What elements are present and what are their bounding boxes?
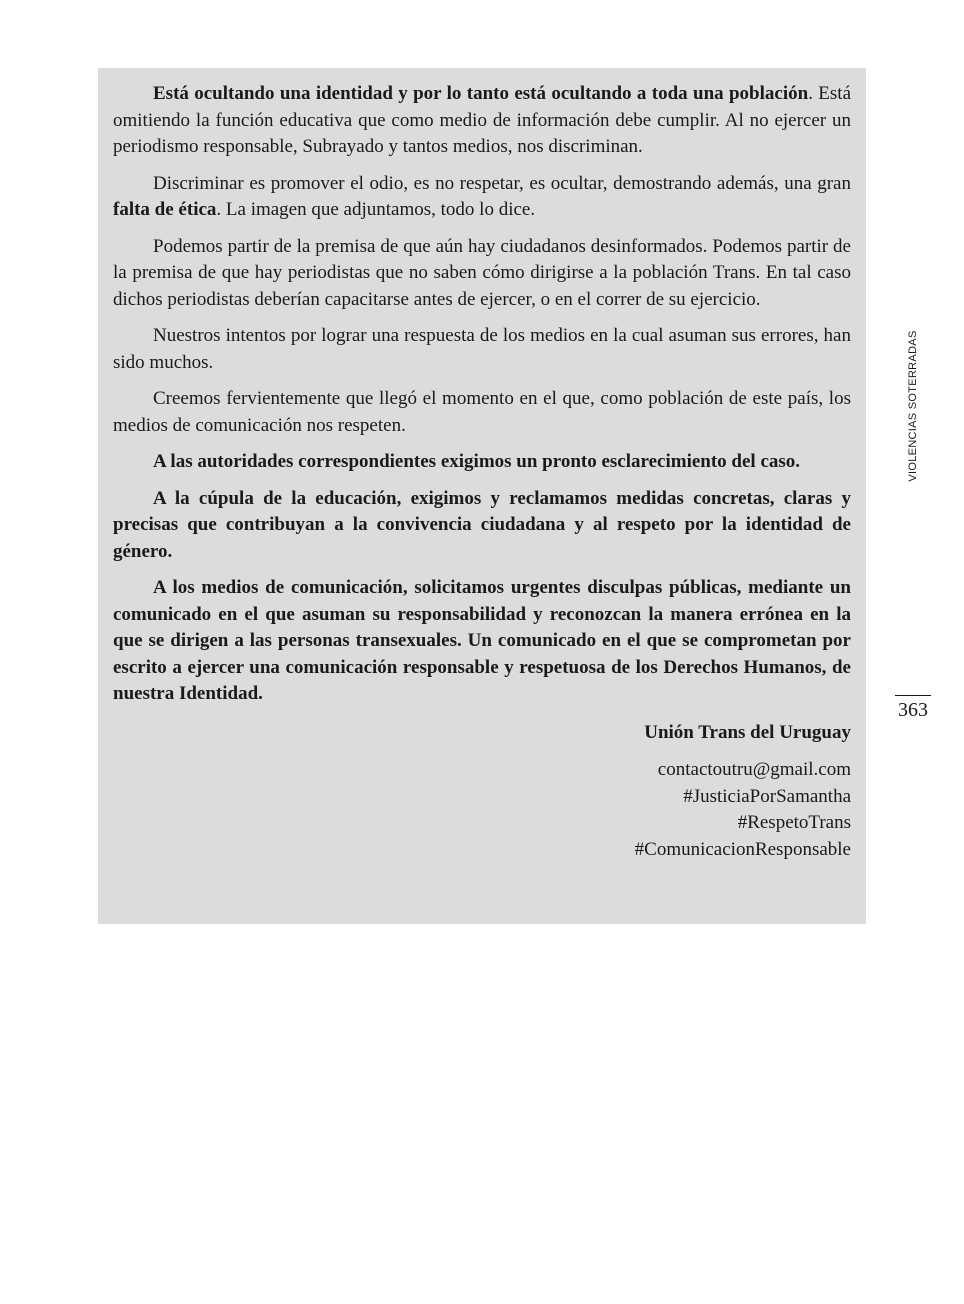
- hashtag-comunicacion: #ComunicacionResponsable: [634, 838, 851, 860]
- hashtag-respeto: #RespetoTrans: [737, 812, 851, 833]
- demand-education: A la cúpula de la educación, exigimos y reclamamos medidas concretas, claras y precisas que contribuyan a la convivencia ciudadana y al respeto por la identidad de género.: [113, 487, 851, 562]
- page-number: 363: [898, 699, 928, 721]
- running-header: VIOLENCIAS SOTERRADAS: [907, 330, 919, 482]
- paragraph-3: Podemos partir de la premisa de que aún hay ciudadanos desinformados. Podemos partir de la premisa de que hay periodistas que no saben cómo dirigirse a la población Trans. En tal caso dichos periodistas deberían capacitarse antes de ejercer, o en el correr de su ejercicio.: [113, 235, 851, 310]
- paragraph-2: [113, 171, 851, 224]
- hashtag-justicia: #JusticiaPorSamantha: [683, 785, 851, 807]
- paragraph-2-text-before: Discriminar es promover el odio, es no respetar, es ocultar, demostrando además, una gran: [153, 172, 851, 194]
- demand-authorities: A las autoridades correspondientes exigimos un pronto esclarecimiento del caso.: [153, 451, 801, 472]
- statement-box: [98, 68, 866, 924]
- paragraph-2-text-after: . La imagen que adjuntamos, todo lo dice.: [216, 199, 536, 220]
- page-number-rule: [895, 695, 931, 696]
- signature: Unión Trans del Uruguay: [644, 721, 851, 743]
- paragraph-4: Nuestros intentos por lograr una respuesta de los medios en la cual asuman sus errores, han sido muchos.: [113, 325, 851, 373]
- paragraph-1-text: . Está omitiendo la función educativa que como medio de información debe cumplir. Al no ejercer un periodismo responsable, Subrayado y tantos medios, nos discriminan.: [113, 83, 852, 157]
- paragraph-1-bold-lead: Está ocultando una identidad y por lo tanto está ocultando a toda una población: [153, 83, 809, 104]
- paragraph-5: Creemos fervientemente que llegó el momento en el que, como población de este país, los medios de comunicación nos respeten.: [113, 388, 851, 436]
- paragraph-2-bold: falta de ética: [113, 199, 217, 220]
- contact-email: contactoutru@gmail.com: [657, 759, 851, 780]
- demand-media: A los medios de comunicación, solicitamos urgentes disculpas públicas, mediante un comunicado en el que asuman su responsabilidad y reconozcan la manera errónea en la que se dirigen a las personas transexuales. Un comunicado en el que se comprometan por escrito a ejercer una comunicación responsable y respetuosa de los Derechos Humanos, de nuestra Identidad.: [113, 577, 851, 704]
- paragraph-1: [113, 81, 851, 161]
